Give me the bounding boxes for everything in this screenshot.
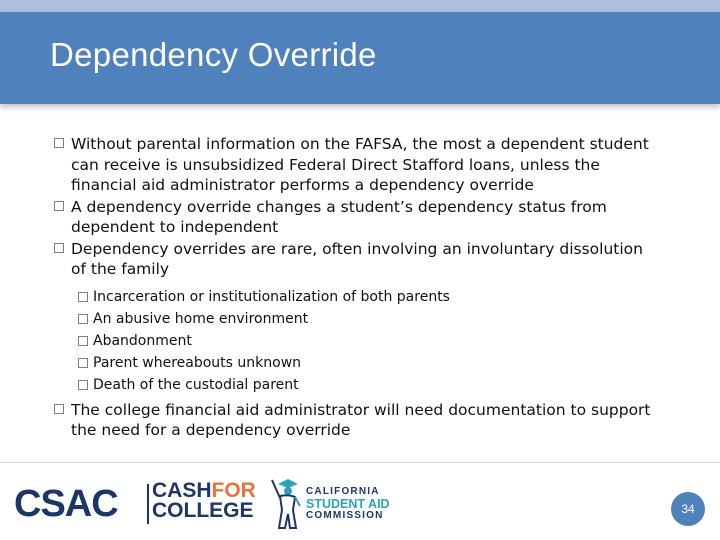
sub-bullet-item: [48, 330, 658, 352]
title-bar: [0, 12, 720, 104]
sub-bullet-item: [48, 374, 658, 396]
sub-bullet-list: [48, 286, 658, 396]
bullet-box-icon: [54, 138, 64, 148]
cash-text: CASH: [152, 479, 212, 502]
top-accent-strip: [0, 0, 720, 12]
bullet-text: Dependency overrides are rare, often involving an involuntary dissolution of the family: [71, 239, 643, 278]
cash-for-college-logo: [152, 481, 256, 521]
page-number-badge: 34: [671, 492, 705, 526]
slide-title: Dependency Override: [50, 36, 377, 73]
footer-divider: [0, 462, 720, 463]
bullet-item: [48, 400, 658, 441]
college-text: COLLEGE: [152, 499, 254, 522]
bullet-text: A dependency override changes a student’s dependency status from dependent to independent: [71, 197, 607, 236]
for-text: FOR: [211, 479, 256, 502]
bullet-item: [48, 197, 658, 238]
csac-logo: CSAC: [14, 483, 118, 525]
sub-bullet-item: [48, 352, 658, 374]
bullet-item: [48, 134, 658, 196]
bullet-box-icon: [54, 243, 64, 253]
sub-bullet-text: Abandonment: [93, 332, 192, 349]
sub-bullet-item: [48, 286, 658, 308]
sub-bullet-box-icon: [78, 292, 88, 302]
sub-bullet-box-icon: [78, 314, 88, 324]
bullet-box-icon: [54, 201, 64, 211]
graduate-figure-icon: [268, 474, 302, 530]
sac-line-3: COMMISSION: [306, 510, 384, 521]
sub-bullet-text: An abusive home environment: [93, 310, 309, 327]
sub-bullet-item: [48, 308, 658, 330]
sub-bullet-text: Parent whereabouts unknown: [93, 354, 302, 371]
logo-divider: [147, 484, 149, 524]
slide-body: [48, 134, 658, 442]
bullet-text: The college financial aid administrator will need documentation to support the need for a dependency override: [71, 400, 651, 439]
sac-line-2: STUDENT AID: [306, 497, 390, 511]
sub-bullet-box-icon: [78, 380, 88, 390]
sub-bullet-text: Incarceration or institutionalization of both parents: [93, 288, 450, 305]
sub-bullet-box-icon: [78, 358, 88, 368]
sub-bullet-box-icon: [78, 336, 88, 346]
student-aid-commission-logo: [306, 486, 390, 522]
sac-line-1: CALIFORNIA: [306, 486, 380, 497]
bullet-item: [48, 239, 658, 280]
bullet-box-icon: [54, 404, 64, 414]
bullet-text: Without parental information on the FAFSA, the most a dependent student can receive is unsubsidized Federal Direct Stafford loans, unless the financial aid administrator performs a dependency override: [71, 135, 649, 194]
sub-bullet-text: Death of the custodial parent: [93, 376, 299, 393]
